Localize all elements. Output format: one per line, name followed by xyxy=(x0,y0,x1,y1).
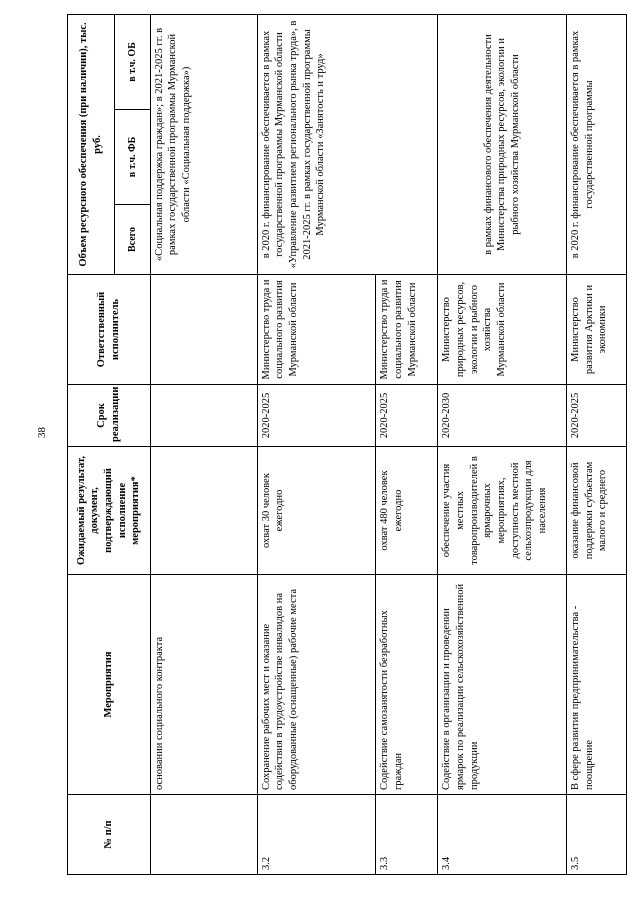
cell-measure: основании социального контракта xyxy=(150,575,257,795)
cell-num: 3.3 xyxy=(376,795,438,875)
header-ob: в т.ч. ОБ xyxy=(115,14,150,109)
header-period: Срок реализации xyxy=(68,385,151,447)
cell-measure: Содействие в организации и проведении ярмарок по реализации сельскохозяйственной продукции xyxy=(438,575,567,795)
cell-num: 3.5 xyxy=(567,795,627,875)
cell-executor: Министерство природных ресурсов, экологии и рыбного хозяйства Мурманской области xyxy=(438,275,567,385)
cell-period: 2020-2025 xyxy=(567,385,627,447)
cell-executor: Министерство труда и социального развития Мурманской области xyxy=(376,275,438,385)
header-executor: Ответственный исполнитель xyxy=(68,275,151,385)
table-row xyxy=(567,14,627,874)
cell-executor: Министерство развития Арктики и экономики xyxy=(567,275,627,385)
cell-measure: Содействие самозанятости безработных граждан xyxy=(376,575,438,795)
cell-result: обеспечение участия местных товаропроизводителей в ярмарочных мероприятиях, доступность местной сельхозпродукции для населения xyxy=(438,447,567,575)
cell-num: 3.4 xyxy=(438,795,567,875)
cell-executor xyxy=(150,275,257,385)
table-row xyxy=(150,14,257,874)
page-number: 38 xyxy=(36,427,48,438)
cell-result: охват 480 человек ежегодно xyxy=(376,447,438,575)
header-fb: в т.ч. ФБ xyxy=(115,110,150,205)
table-row xyxy=(438,14,567,874)
cell-num xyxy=(150,795,257,875)
header-funding: Объем ресурсного обеспечения (при наличии), тыс. руб. xyxy=(68,14,115,274)
cell-period: 2020-2025 xyxy=(257,385,375,447)
header-result: Ожидаемый результат, документ, подтверждающий исполнение мероприятия* xyxy=(68,447,151,575)
cell-measure: В сфере развития предпринимательства - поощрение xyxy=(567,575,627,795)
cell-funding: в 2020 г. финансирование обеспечивается в рамках государственной программы xyxy=(567,14,627,274)
cell-funding: «Социальная поддержка граждан»; в 2021-2025 гг. в рамках государственной программы Мурманской области «Социальная поддержка») xyxy=(150,14,257,274)
cell-measure: Сохранение рабочих мест и оказание содействия в трудоустройстве инвалидов на оборудованные (оснащенные) рабочие места xyxy=(257,575,375,795)
header-num: № п/п xyxy=(68,795,151,875)
measures-table xyxy=(67,14,627,875)
cell-funding: в 2020 г. финансирование обеспечивается в рамках государственной программы Мурманской области «Управление развитием регионального рынка труда», в 2021-2025 гг. в рамках государственной программы Мурманской области «Занятость и труд» xyxy=(257,14,438,274)
cell-period xyxy=(150,385,257,447)
cell-executor: Министерство труда и социального развития Мурманской области xyxy=(257,275,375,385)
cell-result xyxy=(150,447,257,575)
cell-result: оказание финансовой поддержки субъектам малого и среднего xyxy=(567,447,627,575)
table-row xyxy=(257,14,375,874)
header-total: Всего xyxy=(115,205,150,275)
cell-period: 2020-2025 xyxy=(376,385,438,447)
header-measure: Мероприятия xyxy=(68,575,151,795)
cell-num: 3.2 xyxy=(257,795,375,875)
rotated-table-wrapper xyxy=(67,15,627,875)
cell-result: охват 30 человек ежегодно xyxy=(257,447,375,575)
cell-funding: в рамках финансового обеспечения деятельности Министерства природных ресурсов, экологии и рыбного хозяйства Мурманской области xyxy=(438,14,567,274)
cell-period: 2020-2030 xyxy=(438,385,567,447)
